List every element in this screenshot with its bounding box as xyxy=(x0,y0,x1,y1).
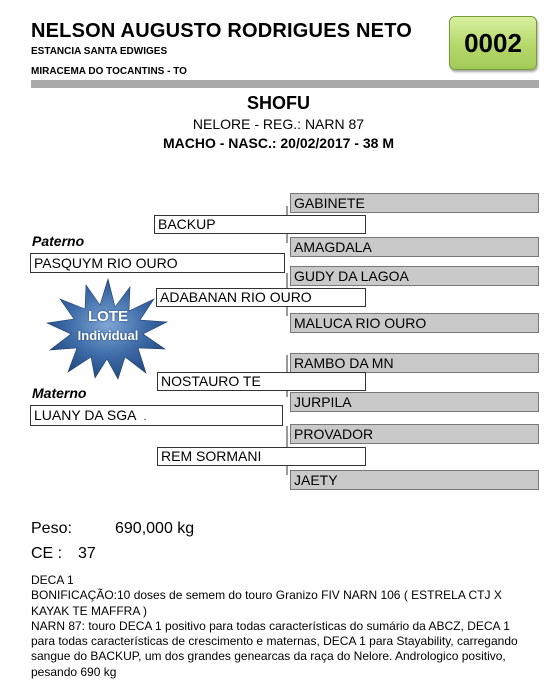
weight-value: 690,000 kg xyxy=(115,520,195,537)
animal-name: SHOFU xyxy=(247,93,310,113)
paternal-grandsire-box: BACKUP xyxy=(154,215,366,234)
great-grandparent-box: JURPILA xyxy=(290,392,539,412)
star-line2: Individual xyxy=(77,328,139,343)
great-grandparent-box: JAETY xyxy=(290,470,539,490)
breed-registration: NELORE - REG.: NARN 87 xyxy=(192,116,365,132)
weight-label: Peso: xyxy=(31,520,72,537)
dam-box xyxy=(30,405,283,426)
ce-value: 37 xyxy=(78,545,96,562)
star-line1: LOTE xyxy=(88,308,128,325)
sex-birth-date: MACHO - NASC.: 20/02/2017 - 38 M xyxy=(162,135,395,151)
ce-label: CE : xyxy=(31,545,63,562)
notes-deca: DECA 1 xyxy=(31,573,74,587)
owner-name: NELSON AUGUSTO RODRIGUES NETO xyxy=(31,20,413,42)
sire-box: PASQUYM RIO OURO xyxy=(30,253,285,273)
paternal-granddam-box: ADABANAN RIO OURO xyxy=(156,288,366,307)
maternal-grandsire-box: NOSTAURO TE xyxy=(157,372,366,391)
paternal-label: Paterno xyxy=(32,233,85,249)
maternal-granddam-box: REM SORMANI xyxy=(157,447,366,466)
farm-name: ESTANCIA SANTA EDWIGES xyxy=(31,46,168,57)
maternal-label: Materno xyxy=(32,385,87,401)
dam-mark: . xyxy=(143,412,147,423)
notes-description: NARN 87: touro DECA 1 positivo para todas características do sumário da ABCZ, DECA 1 para todas características de crescimento e maternas, DECA 1 para Stayability, carregando sangue do BACKUP, um dos grandes genearcas da raça do Nelore. Andrologico positivo, pesando 690 kg xyxy=(31,618,518,679)
lot-number-badge: 0002 xyxy=(449,16,537,70)
great-grandparent-box: RAMBO DA MN xyxy=(290,353,539,373)
great-grandparent-box: AMAGDALA xyxy=(290,237,539,257)
great-grandparent-box: GUDY DA LAGOA xyxy=(290,266,539,286)
great-grandparent-box: GABINETE xyxy=(290,193,539,213)
notes-section xyxy=(31,573,531,680)
farm-location: MIRACEMA DO TOCANTINS - TO xyxy=(31,66,187,77)
great-grandparent-box: PROVADOR xyxy=(290,424,539,444)
great-grandparent-box: MALUCA RIO OURO xyxy=(290,313,539,333)
lote-individual-star xyxy=(46,277,170,381)
dam-name: LUANY DA SGA xyxy=(34,407,136,423)
notes-bonus: BONIFICAÇÃO:10 doses de semem do touro Granizo FIV NARN 106 ( ESTRELA CTJ X KAYAK TE MAFFRA ) xyxy=(31,588,502,618)
